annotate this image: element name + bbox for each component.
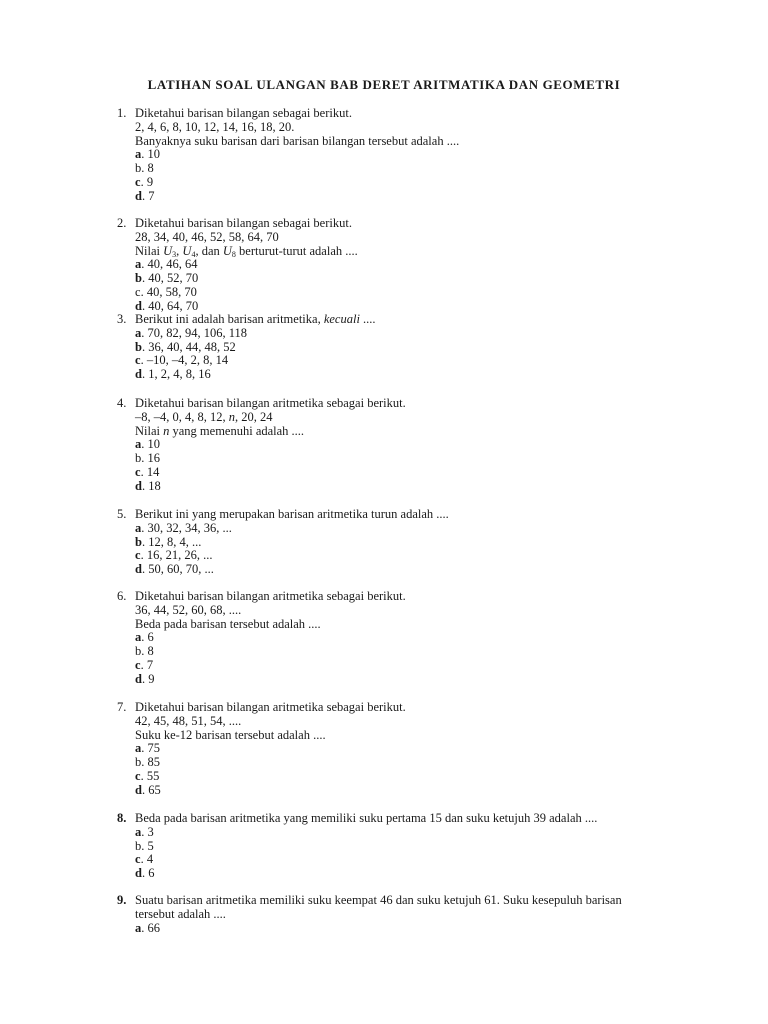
option-a[interactable]: a. 10 <box>135 437 160 452</box>
option-d[interactable]: d. 40, 64, 70 <box>135 298 199 313</box>
option-c[interactable]: c. 4 <box>135 852 154 867</box>
option-d[interactable]: d. 7 <box>135 188 155 203</box>
option-a[interactable]: a. 40, 46, 64 <box>135 257 198 272</box>
question-5 <box>117 508 697 577</box>
option-c[interactable]: c. 14 <box>135 464 160 479</box>
question-8 <box>117 812 697 881</box>
question-text: Berikut ini adalah barisan aritmetika, kecuali .... <box>135 312 376 326</box>
question-text: Suatu barisan aritmetika memiliki suku keempat 46 dan suku ketujuh 61. Suku kesepuluh barisan <box>135 893 622 907</box>
question-text: Diketahui barisan bilangan sebagai berikut. <box>135 216 352 230</box>
question-prompt: Nilai $U_3$, $U_4$, dan $U_8$ berturut-turut adalah .... <box>135 243 358 259</box>
option-d[interactable]: d. 1, 2, 4, 8, 16 <box>135 367 211 382</box>
sequence-line: 42, 45, 48, 51, 54, .... <box>135 713 242 728</box>
option-d[interactable]: d. 9 <box>135 671 155 686</box>
sequence-line: –8, –4, 0, 4, 8, 12, n, 20, 24 <box>135 409 273 424</box>
option-c[interactable]: c. 7 <box>135 657 154 672</box>
question-text: Diketahui barisan bilangan aritmetika sebagai berikut. <box>135 589 406 603</box>
question-7 <box>117 701 697 798</box>
option-a[interactable]: a. 75 <box>135 741 160 756</box>
option-b[interactable]: b. 12, 8, 4, ... <box>135 534 202 549</box>
option-b[interactable]: b. 5 <box>135 838 154 853</box>
option-b[interactable]: b. 40, 52, 70 <box>135 271 199 286</box>
question-number: 5. <box>117 507 127 521</box>
option-a[interactable]: a. 66 <box>135 920 160 935</box>
question-number: 2. <box>117 216 127 230</box>
sequence-line: 36, 44, 52, 60, 68, .... <box>135 602 242 617</box>
question-3 <box>117 313 697 382</box>
question-number: 9. <box>117 893 127 907</box>
option-a[interactable]: a. 10 <box>135 147 160 162</box>
option-d[interactable]: d. 6 <box>135 866 155 881</box>
question-6 <box>117 590 697 687</box>
option-c[interactable]: c. –10, –4, 2, 8, 14 <box>135 353 229 368</box>
question-number: 8. <box>117 811 127 825</box>
option-d[interactable]: d. 65 <box>135 782 161 797</box>
question-text-continued: tersebut adalah .... <box>135 906 226 921</box>
question-number: 1. <box>117 106 127 120</box>
question-9 <box>117 894 697 935</box>
option-c[interactable]: c. 40, 58, 70 <box>135 284 197 299</box>
question-text: Diketahui barisan bilangan aritmetika sebagai berikut. <box>135 700 406 714</box>
question-prompt: Beda pada barisan tersebut adalah .... <box>135 616 321 631</box>
question-2 <box>117 217 697 314</box>
question-number: 6. <box>117 589 127 603</box>
question-text: Diketahui barisan bilangan aritmetika sebagai berikut. <box>135 396 406 410</box>
question-text: Beda pada barisan aritmetika yang memiliki suku pertama 15 dan suku ketujuh 39 adalah .... <box>135 811 598 825</box>
question-prompt: Banyaknya suku barisan dari barisan bilangan tersebut adalah .... <box>135 133 460 148</box>
question-number: 4. <box>117 396 127 410</box>
option-d[interactable]: d. 18 <box>135 478 161 493</box>
option-a[interactable]: a. 70, 82, 94, 106, 118 <box>135 325 248 340</box>
option-d[interactable]: d. 50, 60, 70, ... <box>135 562 214 577</box>
option-b[interactable]: b. 8 <box>135 161 154 176</box>
option-a[interactable]: a. 3 <box>135 824 154 839</box>
question-1 <box>117 107 697 204</box>
page-title: LATIHAN SOAL ULANGAN BAB DERET ARITMATIKA DAN GEOMETRI <box>147 77 621 92</box>
option-c[interactable]: c. 16, 21, 26, ... <box>135 548 213 563</box>
question-prompt: Suku ke-12 barisan tersebut adalah .... <box>135 727 326 742</box>
option-a[interactable]: a. 6 <box>135 630 154 645</box>
question-text: Diketahui barisan bilangan sebagai berikut. <box>135 106 352 120</box>
option-b[interactable]: b. 8 <box>135 644 154 659</box>
option-c[interactable]: c. 9 <box>135 174 154 189</box>
option-b[interactable]: b. 36, 40, 44, 48, 52 <box>135 339 236 354</box>
option-b[interactable]: b. 85 <box>135 755 160 770</box>
sequence-line: 28, 34, 40, 46, 52, 58, 64, 70 <box>135 229 279 244</box>
question-prompt: Nilai n yang memenuhi adalah .... <box>135 423 305 438</box>
sequence-line: 2, 4, 6, 8, 10, 12, 14, 16, 18, 20. <box>135 119 295 134</box>
question-number: 7. <box>117 700 127 714</box>
question-4 <box>117 397 697 494</box>
question-number: 3. <box>117 312 127 326</box>
option-c[interactable]: c. 55 <box>135 768 160 783</box>
option-b[interactable]: b. 16 <box>135 451 160 466</box>
option-a[interactable]: a. 30, 32, 34, 36, ... <box>135 520 232 535</box>
question-text: Berikut ini yang merupakan barisan aritmetika turun adalah .... <box>135 507 449 521</box>
